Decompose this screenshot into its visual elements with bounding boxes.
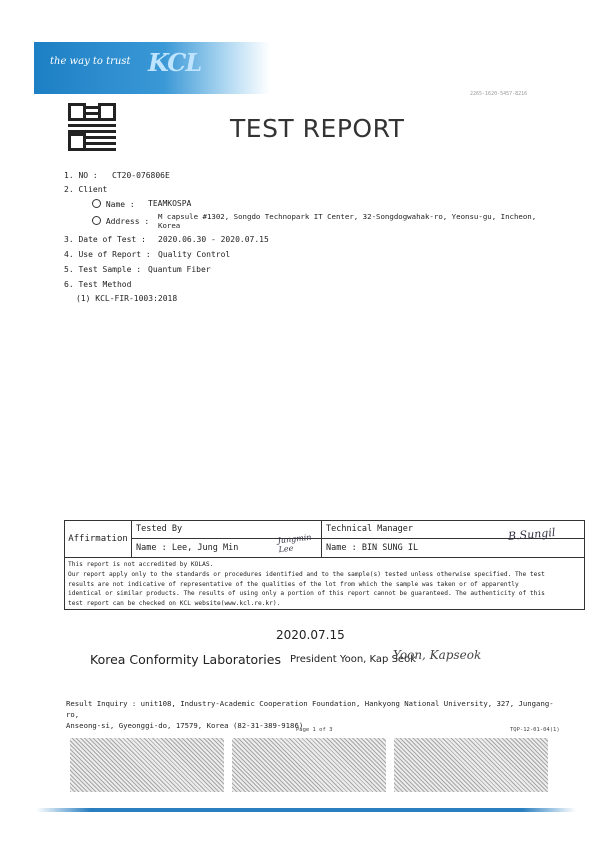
affirmation-box: [64, 520, 585, 610]
president-signature: Yoon, Kapseok: [393, 648, 482, 662]
address-label: Address :: [105, 217, 150, 226]
note-line: Our report apply only to the standards or procedures identified and to the sample(s) tested unless otherwise specified. The test: [68, 570, 545, 578]
technical-manager-header: Technical Manager: [326, 524, 413, 534]
name-label: Name :: [105, 200, 135, 209]
use-of-report-value: Quality Control: [158, 250, 231, 259]
address-value-line2: Korea: [158, 221, 181, 230]
document-number: 2265-1620-5457-8216: [470, 91, 528, 97]
security-pattern: [70, 738, 224, 792]
name-row: [92, 199, 135, 209]
circle-bullet-icon: [92, 199, 101, 208]
test-method-label: 6. Test Method: [64, 280, 132, 289]
qr-code-icon: [68, 103, 116, 151]
no-value: CT20-076806E: [112, 171, 170, 180]
circle-bullet-icon: [92, 216, 101, 225]
inquiry-line: Result Inquiry : unit108, Industry-Academic Cooperation Foundation, Hankyong National University, 327, Jungang-ro,: [66, 699, 554, 719]
client-label: 2. Client: [64, 185, 108, 194]
note-line: test report can be checked on KCL website(www.kcl.re.kr).: [68, 600, 281, 608]
manager-signature: B.Sungil: [507, 525, 556, 544]
use-of-report-label: 4. Use of Report :: [64, 250, 151, 259]
note-line: identical or similar products. The results of using only a portion of this report cannot be guaranteed. The authenticity of this: [68, 590, 545, 598]
tester-name: Name : Lee, Jung Min: [136, 543, 239, 553]
manager-name: Name : BIN SUNG IL: [326, 543, 419, 553]
tagline: the way to trust: [50, 56, 131, 67]
note-line: This report is not accredited by KOLAS.: [68, 561, 214, 568]
test-sample-label: 5. Test Sample :: [64, 265, 142, 274]
tested-by-header: Tested By: [136, 524, 183, 534]
disclaimer-notes: [68, 560, 580, 609]
inquiry-line: Anseong-si, Gyeonggi-do, 17579, Korea (82-31-389-9186): [66, 721, 304, 730]
test-method-value: (1) KCL-FIR-1003:2018: [76, 294, 178, 303]
no-label: 1. NO :: [64, 171, 98, 180]
address-value-line1: M capsule #1302, Songdo Technopark IT Center, 32-Songdogwahak-ro, Yeonsu-gu, Incheon,: [158, 212, 537, 221]
footer-bar: [36, 808, 576, 812]
affirmation-label: Affirmation: [65, 521, 132, 557]
page-title: TEST REPORT: [230, 114, 405, 143]
kcl-banner: [34, 42, 270, 94]
page-number: Page 1 of 3: [296, 727, 333, 733]
security-pattern: [394, 738, 548, 792]
lab-name: Korea Conformity Laboratories: [90, 652, 281, 667]
note-line: results are not indicative of representative of the qualities of the lot from which the sample was taken or of apparently: [68, 580, 519, 588]
security-pattern: [232, 738, 386, 792]
name-value: TEAMKOSPA: [148, 199, 192, 208]
test-sample-value: Quantum Fiber: [148, 265, 211, 274]
address-row: [92, 216, 149, 226]
issue-date: 2020.07.15: [276, 628, 345, 642]
form-code: TQP-12-01-04(1): [510, 727, 560, 733]
kcl-logo: KCL: [148, 48, 202, 77]
tester-signature: Jungmin Lee: [277, 532, 312, 555]
president-name: President Yoon, Kap Seok: [290, 654, 416, 665]
date-of-test-label: 3. Date of Test :: [64, 235, 146, 244]
date-of-test-value: 2020.06.30 - 2020.07.15: [158, 235, 269, 244]
